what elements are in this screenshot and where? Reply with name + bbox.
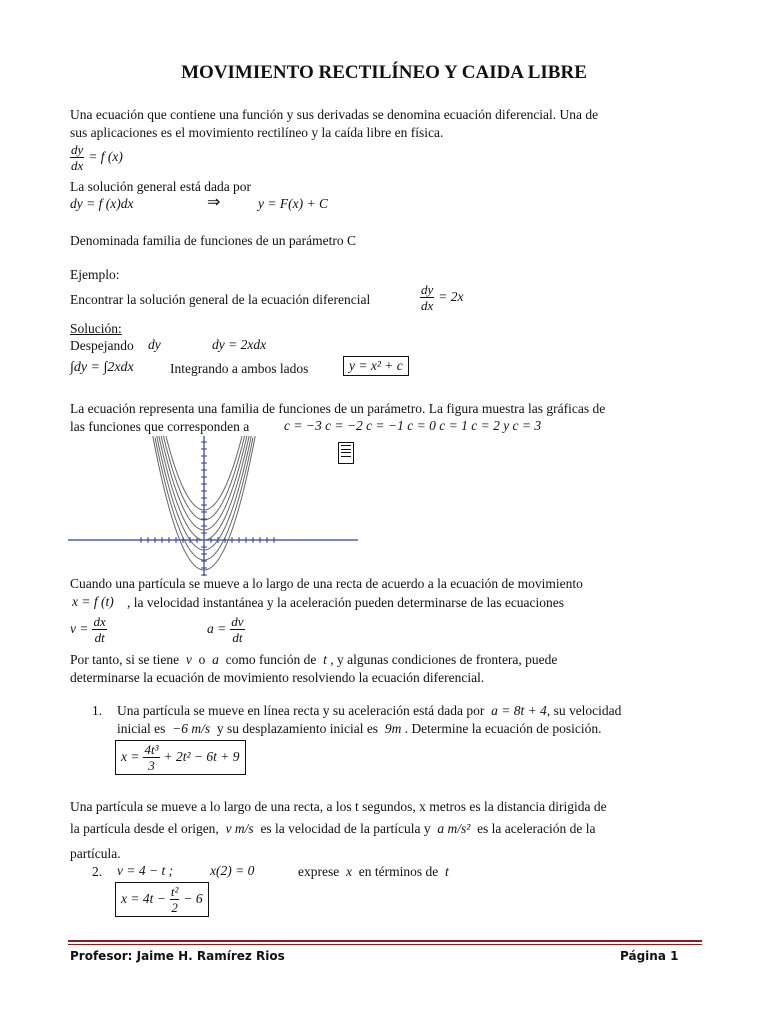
item-1-initial-velocity: −6 m/s bbox=[172, 721, 211, 736]
despejando-equation: dy = 2xdx bbox=[212, 337, 267, 352]
item-1-text-b: , su velocidad bbox=[546, 703, 622, 718]
item-2-line bbox=[298, 863, 449, 881]
integrating-text: Integrando a ambos lados bbox=[170, 361, 309, 376]
integral-equation: ∫dy = ∫2xdx bbox=[70, 360, 134, 375]
item-2-terms-text: en términos de bbox=[358, 864, 439, 879]
velocity-numerator: dx bbox=[93, 614, 106, 629]
item-2-x: x bbox=[345, 864, 352, 879]
footer-page-number: Página 1 bbox=[620, 949, 679, 963]
particle-line-2: , la velocidad instantánea y la aceleración pueden determinarse de las ecuaciones bbox=[127, 595, 565, 610]
item-1-text-a: Una partícula se mueve en línea recta y su aceleración está dada por bbox=[117, 703, 485, 718]
item-2-velocity: v = 4 − t ; bbox=[117, 863, 174, 878]
velocity-denominator: dt bbox=[94, 630, 105, 645]
therefore-v: v bbox=[185, 652, 192, 667]
velocity-equation bbox=[70, 614, 107, 645]
eq2-left: dy = f (x)dx bbox=[70, 196, 134, 211]
item-1-answer-rest: + 2t² − 6t + 9 bbox=[163, 749, 240, 765]
therefore-text-c: , y algunas condiciones de frontera, puede bbox=[330, 652, 558, 667]
solution-label: Solución: bbox=[70, 321, 122, 336]
footer-divider bbox=[68, 940, 702, 942]
item-1-displacement: 9m bbox=[384, 721, 402, 736]
example-numerator: dy bbox=[421, 282, 434, 297]
para-velocity-text: es la velocidad de la partícula y bbox=[260, 821, 431, 836]
item-2-condition: x(2) = 0 bbox=[210, 863, 255, 878]
acceleration-equation bbox=[207, 614, 245, 645]
item-1-displacement-text: y su desplazamiento inicial es bbox=[216, 721, 379, 736]
item-1-determine-text: . Determine la ecuación de posición. bbox=[404, 721, 602, 736]
implies-arrow-icon: ⇒ bbox=[207, 194, 221, 211]
intro-line-1: Una ecuación que contiene una función y sus derivadas se denomina ecuación diferencial. Una de bbox=[70, 107, 599, 122]
item-2-answer-lhs: x = 4t − bbox=[121, 891, 166, 907]
example-label: Ejemplo: bbox=[70, 267, 120, 282]
para-velocity-unit: v m/s bbox=[225, 821, 254, 836]
para-line-1: Una partícula se mueve a lo largo de una recta, a los t segundos, x metros es la distancia dirigida de bbox=[70, 799, 607, 814]
item-1-answer-lhs: x = bbox=[121, 749, 140, 765]
item-1-number: 1. bbox=[92, 703, 103, 718]
item-2-answer-box bbox=[115, 882, 209, 917]
despejando-dy: dy bbox=[148, 337, 161, 352]
eq1-rhs: = f (x) bbox=[88, 149, 123, 165]
para-origin-text: la partícula desde el origen, bbox=[70, 821, 219, 836]
example-denominator: dx bbox=[421, 298, 434, 313]
item-1-initial-text: inicial es bbox=[117, 721, 166, 736]
item-1-line-2 bbox=[117, 720, 602, 738]
item-1-answer-denominator: 3 bbox=[148, 758, 155, 773]
para-acceleration-text: es la aceleración de la bbox=[477, 821, 596, 836]
family-desc-line-1: La ecuación representa una familia de funciones de un parámetro. La figura muestra las gráficas de bbox=[70, 401, 606, 416]
therefore-text-b: como función de bbox=[225, 652, 317, 667]
acceleration-numerator: dv bbox=[231, 614, 244, 629]
item-2-express-text: exprese bbox=[298, 864, 340, 879]
general-solution-text: La solución general está dada por bbox=[70, 179, 252, 194]
page-title: MOVIMIENTO RECTILÍNEO Y CAIDA LIBRE bbox=[181, 62, 587, 83]
family-text: Denominada familia de funciones de un parámetro C bbox=[70, 233, 357, 248]
therefore-text-a: Por tanto, si se tiene bbox=[70, 652, 180, 667]
eq2-right: y = F(x) + C bbox=[258, 196, 328, 211]
equation-dy-dx bbox=[70, 142, 123, 173]
acceleration-lhs: a = bbox=[207, 621, 227, 637]
footer-author: Profesor: Jaime H. Ramírez Rios bbox=[70, 949, 285, 963]
para-acceleration-unit: a m/s² bbox=[437, 821, 471, 836]
c-values: c = −3 c = −2 c = −1 c = 0 c = 1 c = 2 y c = 3 bbox=[284, 418, 542, 433]
item-1-answer-numerator: 4t³ bbox=[144, 742, 159, 757]
item-1-answer-box bbox=[115, 740, 246, 775]
item-1-line-1 bbox=[117, 702, 621, 720]
para-line-3: partícula. bbox=[70, 846, 121, 861]
para-line-2 bbox=[70, 820, 595, 838]
example-equation bbox=[420, 282, 464, 313]
intro-line-2: sus aplicaciones es el movimiento rectilíneo y la caída libre en física. bbox=[70, 125, 444, 140]
item-2-answer-numerator: t² bbox=[170, 884, 179, 899]
eq1-denominator: dx bbox=[71, 158, 84, 173]
therefore-a: a bbox=[212, 652, 219, 667]
parabola-family-chart bbox=[68, 436, 358, 576]
family-desc-line-2: las funciones que corresponden a bbox=[70, 419, 250, 434]
example-text: Encontrar la solución general de la ecuación diferencial bbox=[70, 292, 371, 307]
particle-equation: x = f (t) bbox=[72, 594, 114, 609]
despejando-text: Despejando bbox=[70, 338, 134, 353]
therefore-o: o bbox=[198, 652, 206, 667]
item-2-answer-denominator: 2 bbox=[171, 900, 178, 915]
list-icon bbox=[338, 442, 354, 464]
eq1-numerator: dy bbox=[71, 142, 84, 157]
particle-line-1: Cuando una partícula se mueve a lo largo de una recta de acuerdo a la ecuación de movimiento bbox=[70, 576, 583, 591]
therefore-line-2: determinarse la ecuación de movimiento resolviendo la ecuación diferencial. bbox=[70, 670, 485, 685]
therefore-t: t bbox=[323, 652, 327, 667]
therefore-line-1 bbox=[70, 651, 557, 669]
item-2-answer-rest: − 6 bbox=[183, 891, 203, 907]
item-2-number: 2. bbox=[92, 864, 103, 879]
integral-result-box: y = x² + c bbox=[343, 356, 409, 376]
velocity-lhs: v = bbox=[70, 621, 89, 637]
example-rhs: = 2x bbox=[438, 289, 464, 305]
item-2-t: t bbox=[444, 864, 449, 879]
item-1-acceleration: a = 8t + 4 bbox=[491, 703, 547, 718]
acceleration-denominator: dt bbox=[232, 630, 243, 645]
footer-divider-thin bbox=[68, 944, 702, 945]
